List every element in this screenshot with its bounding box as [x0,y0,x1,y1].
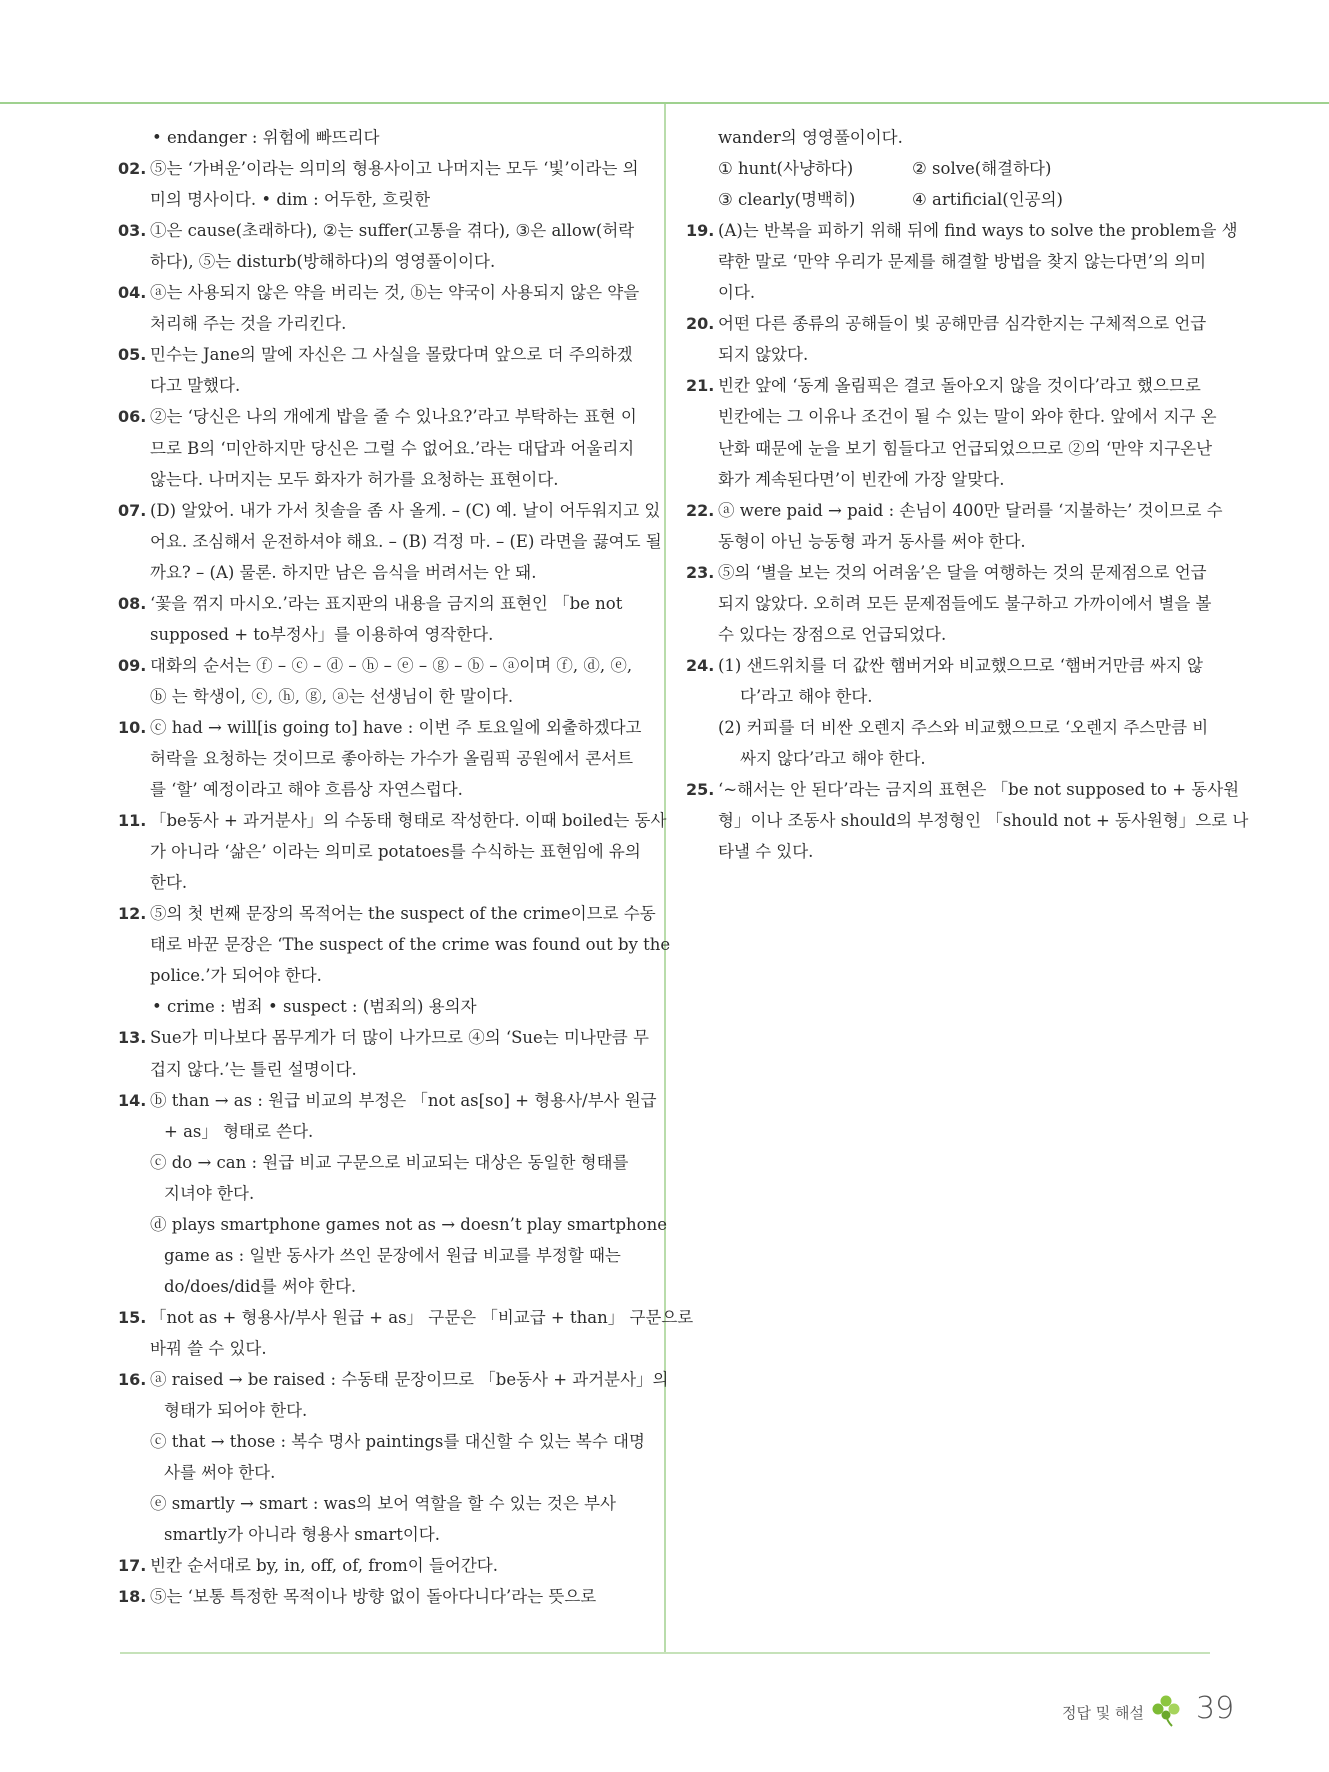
line-text: 「be동사 + 과거분사」의 수동태 형태로 작성한다. 이때 boiled는 동사 [150,811,667,831]
line-text: ‘꽃을 꺾지 마시오.’라는 표지판의 내용을 금지의 표현인 「be not [150,593,623,613]
line-text: ⓐ were paid → paid : 손님이 400만 달러를 ‘지불하는’ 것이므로 수 [718,500,1223,520]
item-number: 15. [118,1307,147,1327]
line-text: ⓔ smartly → smart : was의 보어 역할을 할 수 있는 것은 부사 [150,1494,616,1514]
item-number: 14. [118,1090,147,1110]
line-text: ②는 ‘당신은 나의 개에게 밥을 줄 수 있나요?’라고 부탁하는 표현 이 [150,407,637,427]
item-number: 09. [118,655,147,675]
line-text: 까요? – (A) 물론. 하지만 남은 음식을 버려서는 안 돼. [150,562,537,582]
line-text: 빈칸에는 그 이유나 조건이 될 수 있는 말이 와야 한다. 앞에서 지구 온 [718,407,1217,427]
line-text: ⑤는 ‘보통 특정한 목적이나 방향 없이 돌아다니다’라는 뜻으로 [150,1587,597,1607]
footer-label: 정답 및 해설 [1062,1704,1144,1722]
item-number: 08. [118,593,147,613]
line-text: 한다. [150,873,188,893]
item-number: 17. [118,1556,147,1576]
item-number: 06. [118,407,147,427]
line-text: (2) 커피를 더 비싼 오렌지 주스와 비교했으므로 ‘오렌지 주스만큼 비 [718,717,1209,737]
line-text: 화가 계속된다면’이 빈칸에 가장 알맞다. [718,469,1005,489]
item-number: 11. [118,811,147,831]
item-number: 12. [118,904,147,924]
line-text: 허락을 요청하는 것이므로 좋아하는 가수가 올림픽 공원에서 콘서트 [150,749,634,768]
line-text: ⓓ plays smartphone games not as → doesn’t play smartphone [150,1214,667,1234]
line-text: ‘~해서는 안 된다’라는 금지의 표현은 「be not supposed to + 동사원 [718,780,1240,800]
item-number: 18. [118,1587,147,1607]
line-text: + as」 형태로 쓴다. [164,1121,314,1141]
line-text: 수 있다는 장점으로 언급되었다. [718,624,947,644]
line-text: 미의 명사이다. • dim : 어두한, 흐릿한 [150,190,431,210]
item-number: 22. [686,500,715,520]
item-number: 25. [686,780,715,800]
line-text: 어떤 다른 종류의 공해들이 빛 공해만큼 심각한지는 구체적으로 언급 [718,314,1207,334]
line-text: (1) 샌드위치를 더 값싼 햄버거와 비교했으므로 ‘햄버거만큼 싸지 않 [718,655,1203,675]
item-number: 24. [686,655,715,675]
line-text: 태로 바꾼 문장은 ‘The suspect of the crime was found out by the [150,935,671,955]
line-text: 싸지 않다’라고 해야 한다. [740,749,926,768]
line-text: supposed + to부정사」를 이용하여 영작한다. [150,624,494,644]
item-number: 19. [686,221,715,241]
line-text: 동형이 아닌 능동형 과거 동사를 써야 한다. [718,531,1026,551]
item-number: 10. [118,717,147,737]
line-text: ⓒ that → those : 복수 명사 paintings를 대신할 수 있는 복수 대명 [150,1432,645,1452]
line-text: • crime : 범죄 • suspect : (범죄의) 용의자 [152,997,477,1017]
item-number: 03. [118,221,147,241]
line-text: 형」이나 조동사 should의 부정형인 「should not + 동사원형」으로 나 [718,811,1249,831]
option-text: ② solve(해결하다) [912,159,1052,179]
column-divider [664,104,666,1652]
line-text: (A)는 반복을 피하기 위해 뒤에 find ways to solve the problem을 생 [718,221,1238,241]
line-text: 처리해 주는 것을 가리킨다. [150,314,347,334]
item-number: 04. [118,283,147,303]
line-text: ③ clearly(명백히) [718,190,856,210]
line-text: 않는다. 나머지는 모두 화자가 허가를 요청하는 표현이다. [150,469,559,489]
line-text: 다’라고 해야 한다. [740,686,873,706]
line-text: 사를 써야 한다. [164,1463,276,1483]
line-text: police.’가 되어야 한다. [150,966,322,986]
line-text: 난화 때문에 눈을 보기 힘들다고 언급되었으므로 ②의 ‘만약 지구온난 [718,438,1213,458]
line-text: 므로 B의 ‘미안하지만 당신은 그럴 수 없어요.’라는 대답과 어울리지 [150,438,635,458]
line-text: Sue가 미나보다 몸무게가 더 많이 나가므로 ④의 ‘Sue는 미나만큼 무 [150,1028,649,1048]
line-text: (D) 알았어. 내가 가서 칫솔을 좀 사 올게. – (C) 예. 날이 어두워지고 있 [150,500,661,520]
line-text: 다고 말했다. [150,376,241,396]
line-text: 략한 말로 ‘만약 우리가 문제를 해결할 방법을 찾지 않는다면’의 의미 [718,252,1207,272]
line-text: ⑤의 ‘별을 보는 것의 어려움’은 달을 여행하는 것의 문제점으로 언급 [718,562,1207,582]
item-number: 21. [686,376,715,396]
line-text: 빈칸 순서대로 by, in, off, of, from이 들어간다. [150,1556,498,1576]
line-text: do/does/did를 써야 한다. [164,1276,357,1296]
item-number: 16. [118,1370,147,1389]
item-number: 13. [118,1028,147,1048]
line-text: ⓒ had → will[is going to] have : 이번 주 토요일에 외출하겠다고 [150,717,642,737]
line-text: 지녀야 한다. [164,1183,255,1203]
line-text: • endanger : 위험에 빠뜨리다 [152,128,380,147]
line-text: 이다. [718,283,756,303]
line-text: ①은 cause(초래하다), ②는 suffer(고통을 겪다), ③은 allow(허락 [150,221,635,241]
line-text: smartly가 아니라 형용사 smart이다. [164,1525,440,1545]
line-text: ⑤는 ‘가벼운’이라는 의미의 형용사이고 나머지는 모두 ‘빛’이라는 의 [150,159,639,179]
line-text: ⓑ 는 학생이, ⓒ, ⓗ, ⓖ, ⓐ는 선생님이 한 말이다. [150,686,514,706]
item-number: 23. [686,562,715,582]
line-text: wander의 영영풀이이다. [718,128,903,147]
line-text: ⓐ는 사용되지 않은 약을 버리는 것, ⓑ는 약국이 사용되지 않은 약을 [150,283,640,303]
line-text: 빈칸 앞에 ‘동계 올림픽은 결코 돌아오지 않을 것이다’라고 했으므로 [718,376,1201,396]
line-text: ⓑ than → as : 원급 비교의 부정은 「not as[so] + 형용사/부사 원급 [150,1090,657,1110]
option-text: ④ artificial(인공의) [912,190,1063,210]
line-text: ⓒ do → can : 원급 비교 구문으로 비교되는 대상은 동일한 형태를 [150,1152,629,1172]
line-text: ⑤의 첫 번째 문장의 목적어는 the suspect of the crime이므로 수동 [150,904,656,924]
clover-icon [1150,1693,1182,1727]
line-text: 겁지 않다.’는 틀린 설명이다. [150,1059,357,1079]
line-text: 되지 않았다. [718,345,809,365]
item-number: 20. [686,314,715,334]
line-text: 형태가 되어야 한다. [164,1401,308,1421]
line-text: 바꿔 쓸 수 있다. [150,1338,267,1358]
line-text: 타낼 수 있다. [718,842,814,862]
line-text: 대화의 순서는 ⓕ – ⓒ – ⓓ – ⓗ – ⓔ – ⓖ – ⓑ – ⓐ이며 ⓕ, ⓓ, ⓔ, [150,655,633,675]
item-number: 07. [118,500,147,520]
line-text: 되지 않았다. 오히려 모든 문제점들에도 불구하고 가까이에서 별을 볼 [718,593,1212,613]
line-text: 「not as + 형용사/부사 원급 + as」 구문은 「비교급 + than」 구문으로 [150,1307,694,1327]
line-text: 가 아니라 ‘삶은’ 이라는 의미로 potatoes를 수식하는 표현임에 유의 [150,842,641,862]
line-text: game as : 일반 동사가 쓰인 문장에서 원급 비교를 부정할 때는 [164,1245,621,1265]
line-text: 를 ‘할’ 예정이라고 해야 흐름상 자연스럽다. [150,780,463,800]
line-text: 하다), ⑤는 disturb(방해하다)의 영영풀이이다. [150,252,496,272]
page-number: 39 [1196,1691,1235,1726]
item-number: 05. [118,345,147,365]
line-text: ⓐ raised → be raised : 수동태 문장이므로 「be동사 + 과거분사」의 [150,1370,669,1389]
item-number: 02. [118,159,147,179]
bottom-rule [120,1652,1210,1654]
line-text: ① hunt(사냥하다) [718,159,854,179]
line-text: 어요. 조심해서 운전하셔야 해요. – (B) 걱정 마. – (E) 라면을 끓여도 될 [150,531,662,551]
line-text: 민수는 Jane의 말에 자신은 그 사실을 몰랐다며 앞으로 더 주의하겠 [150,345,633,365]
